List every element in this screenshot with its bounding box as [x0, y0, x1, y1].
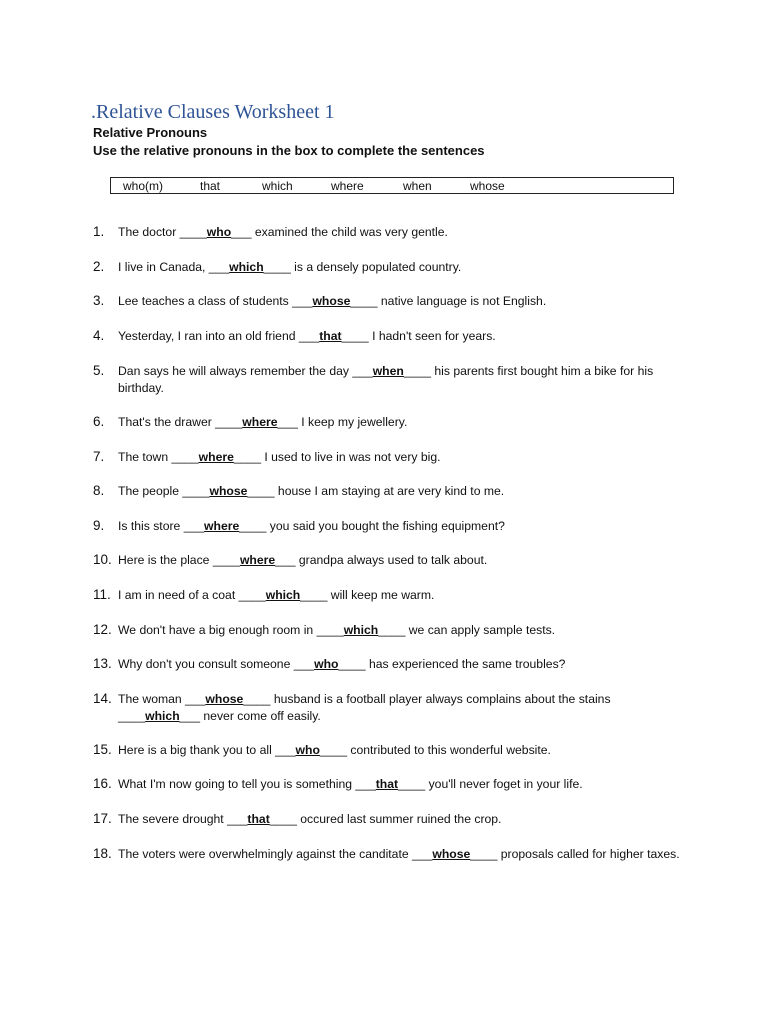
item-sentence: Yesterday, I ran into an old friend ___that____ I hadn't seen for years.	[118, 329, 496, 343]
item-number: 7.	[93, 449, 105, 464]
item-sentence: I am in need of a coat ____which____ will keep me warm.	[118, 588, 435, 602]
item-sentence: The doctor ____who___ examined the child was very gentle.	[118, 225, 448, 239]
item-number: 15.	[93, 742, 112, 757]
word-when: when	[403, 179, 432, 193]
answer-word: who	[314, 657, 339, 671]
exercise-item-16	[93, 776, 683, 793]
answer-word: where	[242, 415, 278, 429]
item-number: 14.	[93, 691, 112, 706]
answer-word: that	[375, 777, 399, 791]
item-sentence: The town ____where____ I used to live in was not very big.	[118, 450, 441, 464]
exercise-item-5	[93, 363, 683, 397]
exercise-item-18	[93, 846, 683, 863]
exercise-item-14	[93, 691, 683, 725]
answer-word: where	[198, 450, 234, 464]
item-sentence: What I'm now going to tell you is something ___that____ you'll never foget in your life.	[118, 777, 583, 791]
exercise-item-9	[93, 518, 683, 535]
item-number: 13.	[93, 656, 112, 671]
answer-word: which	[343, 623, 379, 637]
exercise-item-4	[93, 328, 683, 345]
item-number: 10.	[93, 552, 112, 567]
exercise-item-6	[93, 414, 683, 431]
answer-word: where	[239, 553, 276, 567]
item-number: 8.	[93, 483, 105, 498]
exercise-item-7	[93, 449, 683, 466]
item-sentence: Is this store ___where____ you said you bought the fishing equipment?	[118, 519, 505, 533]
item-number: 16.	[93, 776, 112, 791]
item-sentence: Why don't you consult someone ___who____ has experienced the same troubles?	[118, 657, 566, 671]
answer-word: whose	[432, 847, 471, 861]
item-number: 12.	[93, 622, 112, 637]
instruction-text: Use the relative pronouns in the box to complete the sentences	[93, 143, 485, 158]
answer-word: who	[206, 225, 232, 239]
item-number: 6.	[93, 414, 105, 429]
answer-word: whose	[205, 692, 244, 706]
worksheet-title: .Relative Clauses Worksheet 1	[91, 101, 335, 123]
item-sentence: We don't have a big enough room in ____which____ we can apply sample tests.	[118, 623, 556, 637]
exercise-item-11	[93, 587, 683, 604]
item-number: 4.	[93, 328, 105, 343]
item-sentence: Here is the place ____where___ grandpa always used to talk about.	[118, 553, 488, 567]
item-sentence: The woman ___whose____ husband is a football player always complains about the stains ____which___ never come off easily.	[118, 692, 611, 723]
exercise-item-15	[93, 742, 683, 759]
word-whose: whose	[470, 179, 505, 193]
relative-pronoun-box	[110, 177, 674, 194]
item-sentence: Lee teaches a class of students ___whose____ native language is not English.	[118, 294, 547, 308]
word-that: that	[200, 179, 221, 193]
item-number: 5.	[93, 363, 105, 378]
word-which: which	[262, 179, 293, 193]
item-number: 1.	[93, 224, 105, 239]
item-number: 11.	[93, 587, 111, 602]
item-sentence: The people ____whose____ house I am staying at are very kind to me.	[118, 484, 505, 498]
exercise-item-12	[93, 622, 683, 639]
exercise-item-13	[93, 656, 683, 673]
answer-word: that	[319, 329, 342, 343]
section-subtitle: Relative Pronouns	[93, 125, 208, 140]
item-number: 9.	[93, 518, 105, 533]
answer-word: which	[265, 588, 301, 602]
exercise-item-1	[93, 224, 683, 241]
item-sentence: The severe drought ___that____ occured last summer ruined the crop.	[118, 812, 502, 826]
answer-word: which	[229, 260, 264, 274]
exercise-item-8	[93, 483, 683, 500]
item-sentence: The voters were overwhelmingly against the canditate ___whose____ proposals called for higher taxes.	[118, 847, 680, 861]
item-number: 3.	[93, 293, 105, 308]
item-number: 2.	[93, 259, 105, 274]
answer-word: whose	[209, 484, 248, 498]
answer-word: when	[372, 364, 404, 378]
word-who-m: who(m)	[123, 179, 164, 193]
answer-word: where	[204, 519, 240, 533]
item-sentence: Here is a big thank you to all ___who____ contributed to this wonderful website.	[118, 743, 551, 757]
word-where: where	[331, 179, 364, 193]
item-sentence: Dan says he will always remember the day ___when____ his parents first bought him a bike for his birthday.	[118, 364, 654, 395]
item-number: 17.	[93, 811, 112, 826]
item-number: 18.	[93, 846, 112, 861]
answer-word: which	[145, 709, 180, 723]
exercise-item-10	[93, 552, 683, 569]
answer-word: who	[295, 743, 320, 757]
answer-word: that	[247, 812, 270, 826]
item-sentence: That's the drawer ____where___ I keep my jewellery.	[118, 415, 408, 429]
exercise-item-2	[93, 259, 683, 276]
answer-word: whose	[312, 294, 351, 308]
exercise-item-3	[93, 293, 683, 310]
item-sentence: I live in Canada, ___which____ is a densely populated country.	[118, 260, 462, 274]
exercise-item-17	[93, 811, 683, 828]
